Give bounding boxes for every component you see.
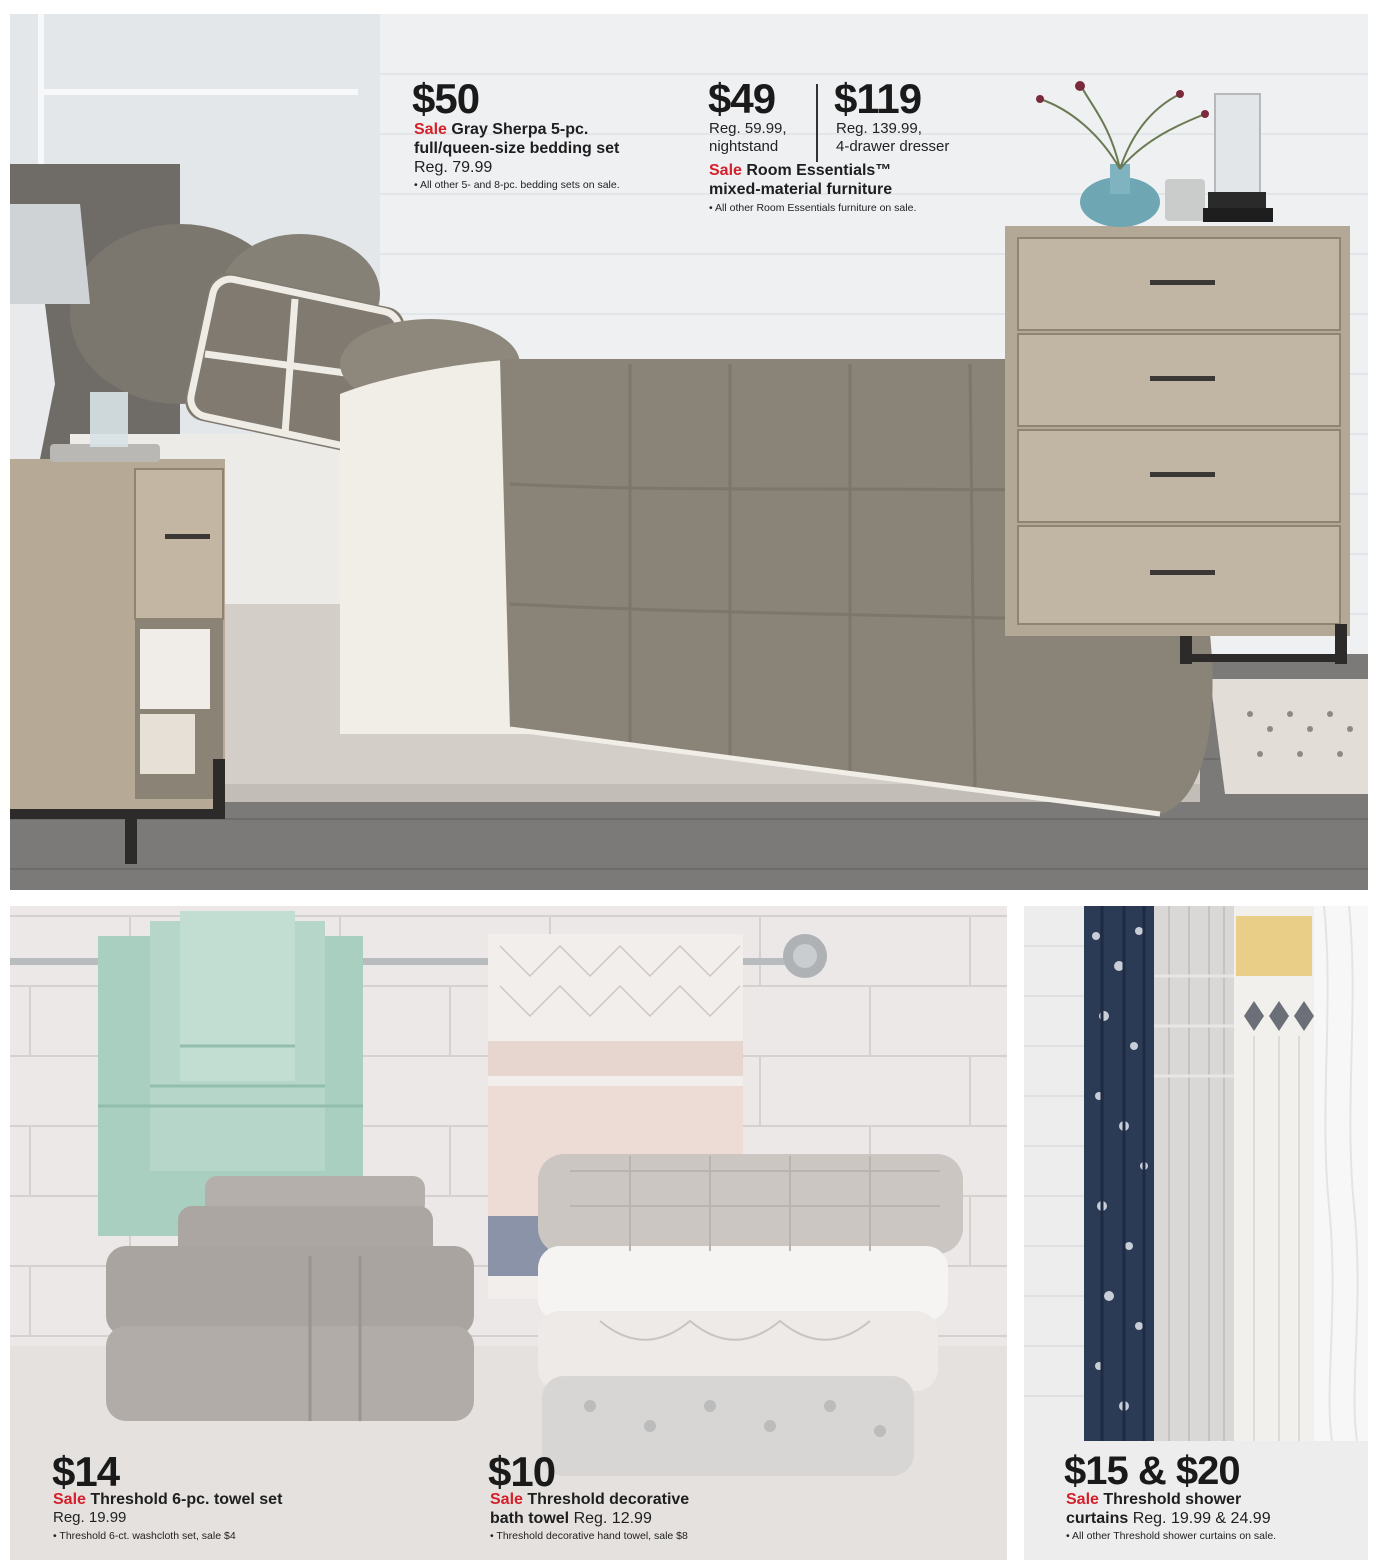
furniture-name-line1: Room Essentials™	[746, 162, 892, 179]
curtains-panel	[1024, 906, 1368, 1560]
towel-set-reg-price: Reg. 19.99	[53, 1509, 127, 1526]
towel-set-price: $14	[52, 1448, 120, 1495]
bath-towel-line1	[490, 1490, 689, 1509]
towel-set-note: • Threshold 6-ct. washcloth set, sale $4	[53, 1530, 236, 1542]
bath-towel-name-line2: bath towel	[490, 1510, 570, 1527]
bath-towel-name-line1: Threshold decorative	[527, 1491, 690, 1508]
bedding-price: $50	[412, 75, 480, 122]
bath-towel-note: • Threshold decorative hand towel, sale $8	[490, 1530, 688, 1542]
bedroom-photo	[10, 14, 1368, 890]
shower-curtains-reg-price: Reg. 19.99 & 24.99	[1132, 1510, 1271, 1527]
shower-curtains-line1	[1066, 1490, 1241, 1509]
bedding-name: Gray Sherpa 5-pc. full/queen-size bedding set	[414, 121, 620, 157]
nightstand-reg-price: Reg. 59.99,	[709, 120, 787, 137]
dresser-reg-price: Reg. 139.99,	[836, 120, 922, 137]
bedding-description	[414, 120, 654, 177]
bath-towel-price: $10	[488, 1448, 556, 1495]
nightstand-item: nightstand	[709, 138, 779, 155]
furniture-note: • All other Room Essentials furniture on sale.	[709, 202, 917, 214]
sale-label: Sale	[490, 1491, 523, 1508]
bedding-note: • All other 5- and 8-pc. bedding sets on sale.	[414, 179, 620, 191]
furniture-line1	[709, 161, 891, 180]
towels-panel	[10, 906, 1007, 1560]
furniture-name-line2: mixed-material furniture	[709, 181, 893, 198]
bedroom-panel	[10, 14, 1368, 890]
dresser-item: 4-drawer dresser	[836, 138, 950, 155]
dresser-price: $119	[834, 75, 922, 122]
sale-label: Sale	[53, 1491, 86, 1508]
towel-set-name: Threshold 6-pc. towel set	[90, 1491, 283, 1508]
price-divider	[816, 84, 818, 162]
nightstand-price: $49	[708, 75, 776, 122]
bath-towel-reg-price: Reg. 12.99	[573, 1510, 652, 1527]
sale-label: Sale	[1066, 1491, 1099, 1508]
shower-curtains-price: $15 & $20	[1064, 1449, 1240, 1493]
bedding-reg-price: Reg. 79.99	[414, 159, 493, 176]
sale-label: Sale	[709, 162, 742, 179]
sale-label: Sale	[414, 121, 447, 138]
shower-curtains-name-line2: curtains	[1066, 1510, 1129, 1527]
towel-set-line1	[53, 1490, 282, 1509]
shower-curtains-line2	[1066, 1509, 1271, 1528]
shower-curtains-name-line1: Threshold shower	[1103, 1491, 1242, 1508]
shower-curtains-note: • All other Threshold shower curtains on sale.	[1066, 1530, 1277, 1542]
bath-towel-line2	[490, 1509, 652, 1528]
